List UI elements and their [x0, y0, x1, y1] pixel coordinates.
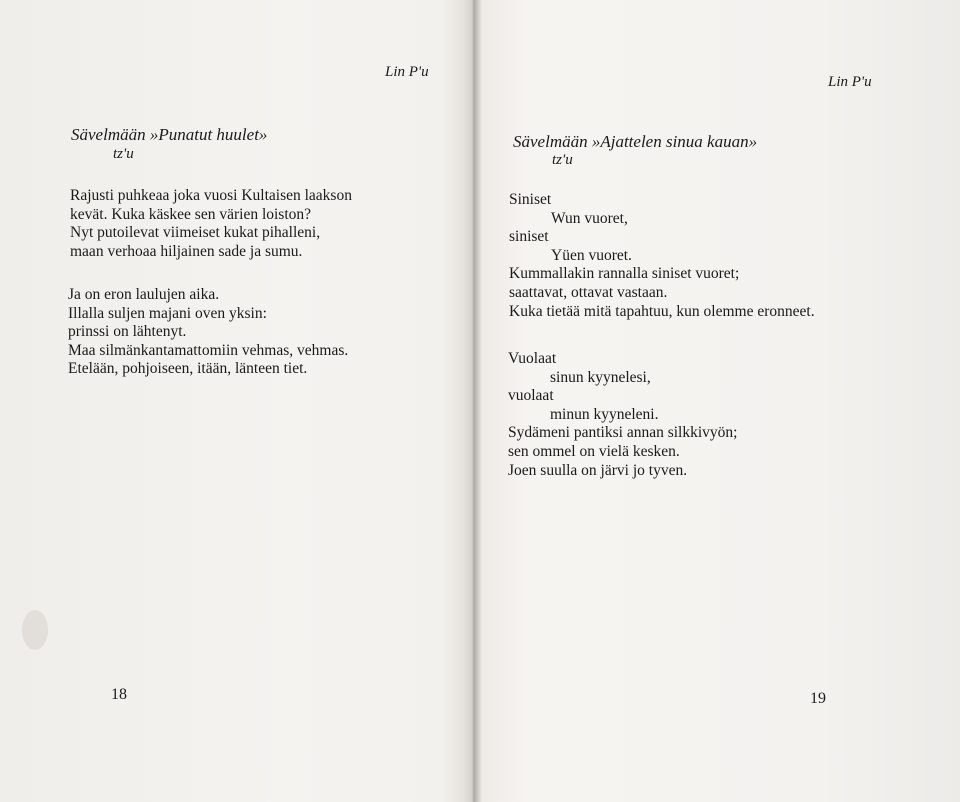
poem-form: tz'u: [113, 146, 134, 162]
stanza: [70, 187, 352, 261]
poem-line: maan verhoaa hiljainen sade ja sumu.: [70, 242, 303, 260]
poem-line: Joen suulla on järvi jo tyven.: [508, 461, 688, 479]
poem-line: kevät. Kuka käskee sen värien loiston?: [70, 205, 312, 223]
page-number: 18: [111, 686, 127, 703]
poem-line: saattavat, ottavat vastaan.: [509, 283, 668, 301]
poem-form: tz'u: [552, 152, 573, 168]
poem-line: Siniset: [509, 191, 552, 208]
poem-line: Illalla suljen majani oven yksin:: [68, 304, 267, 322]
poem-line: Kummallakin rannalla siniset vuoret;: [509, 265, 740, 283]
poem-line: Yüen vuoret.: [551, 246, 632, 264]
poem-title: Sävelmään »Ajattelen sinua kauan»: [513, 132, 758, 151]
poem-line: sen ommel on vielä kesken.: [508, 442, 680, 460]
poem-line: vuolaat: [508, 387, 554, 405]
poem-line: minun kyyneleni.: [550, 405, 659, 423]
running-head: Lin P'u: [828, 74, 872, 90]
stanza: [508, 350, 737, 480]
poem-line: prinssi on lähtenyt.: [68, 323, 187, 341]
poem-line: Wun vuoret,: [551, 209, 628, 227]
poem-line: Etelään, pohjoiseen, itään, länteen tiet.: [68, 360, 308, 378]
poem-line: siniset: [509, 228, 549, 246]
poem-title: Sävelmään »Punatut huulet»: [71, 125, 268, 144]
page-number: 19: [810, 690, 826, 707]
stanza: [68, 286, 348, 379]
poem-line: Ja on eron laulujen aika.: [68, 286, 220, 303]
running-head: Lin P'u: [385, 64, 429, 80]
poem-line: Rajusti puhkeaa joka vuosi Kultaisen laakson: [70, 187, 352, 204]
left-page: [0, 0, 470, 802]
stanza: [509, 191, 815, 321]
poem-line: Kuka tietää mitä tapahtuu, kun olemme eronneet.: [509, 302, 815, 320]
poem-line: sinun kyynelesi,: [550, 368, 651, 386]
poem-line: Maa silmänkantamattomiin vehmas, vehmas.: [68, 341, 349, 359]
poem-line: Vuolaat: [508, 350, 557, 367]
right-page: [480, 0, 960, 802]
poem-line: Sydämeni pantiksi annan silkkivyön;: [508, 424, 738, 442]
poem-line: Nyt putoilevat viimeiset kukat pihalleni,: [70, 224, 321, 242]
